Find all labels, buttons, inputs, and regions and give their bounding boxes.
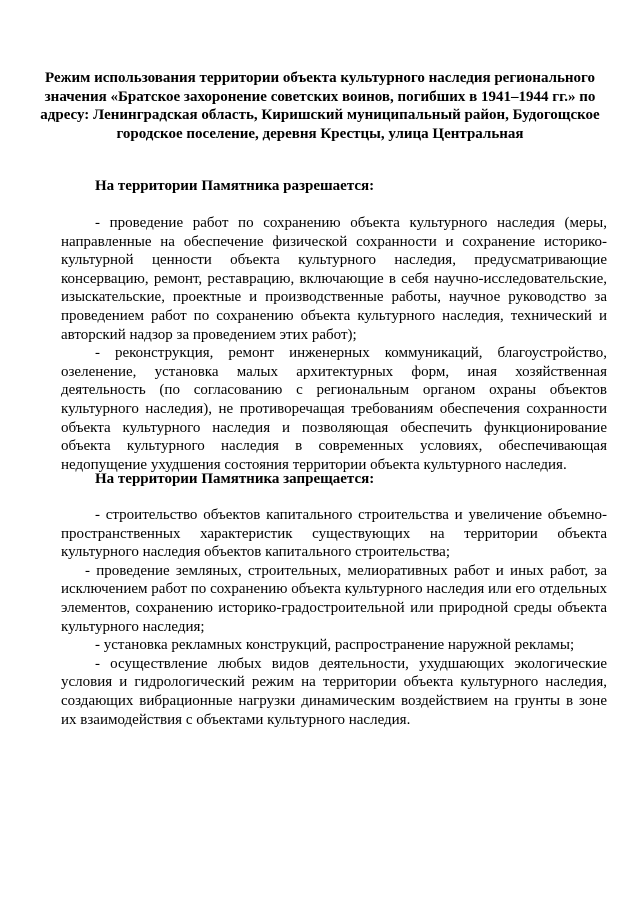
forbidden-heading: На территории Памятника запрещается: — [95, 471, 375, 487]
allowed-list — [61, 214, 607, 474]
allowed-item-1: - проведение работ по сохранению объекта культурного наследия (меры, направленные на обеспечение физической сохранности и сохранение историко-культурной ценности объекта культурного наследия, предусматривающие консервацию, ремонт, реставрацию, включающие в себя научно-исследовательские, изыскательские, проектные и производственные работы, научное руководство за проведением работ по сохранению объекта культурного наследия, технический и авторский надзор за проведением этих работ); — [61, 215, 607, 343]
document-title: Режим использования территории объекта культурного наследия регионального значения «Братское захоронение советских воинов, погибших в 1941–1944 гг.» по адресу: Ленинградская область, Киришский муниципальный район, Будогощское городское поселение, деревня Крестцы, улица Центральная — [40, 70, 600, 142]
forbidden-item-2: - проведение земляных, строительных, мелиоративных работ и иных работ, за исключением работ по сохранению объекта культурного наследия или его отдельных элементов, сохранению историко-градостроительной или природной среды объекта культурного наследия; — [61, 562, 607, 635]
forbidden-item-3: - установка рекламных конструкций, распространение наружной рекламы; — [95, 637, 575, 654]
allowed-item-2: - реконструкция, ремонт инженерных коммуникаций, благоустройство, озеленение, установка малых архитектурных форм, иная хозяйственная деятельность (по согласованию с региональным органом охраны объектов культурного наследия), не противоречащая требованиям обеспечения сохранности объекта культурного наследия и позволяющая обеспечить функционирование объекта культурного наследия в современных условиях, обеспечивающая недопущение ухудшения состояния территории объекта культурного наследия. — [61, 345, 607, 473]
forbidden-item-1: - строительство объектов капитального строительства и увеличение объемно-пространственных характеристик существующих на территории объекта культурного наследия объектов капитального строительства; — [61, 507, 607, 561]
forbidden-item-4: - осуществление любых видов деятельности, ухудшающих экологические условия и гидрологический режим на территории объекта культурного наследия, создающих вибрационные нагрузки динамическим воздействием на грунты в зоне их взаимодействия с объектами культурного наследия. — [61, 655, 607, 728]
allowed-heading: На территории Памятника разрешается: — [95, 178, 375, 194]
forbidden-list — [61, 506, 607, 729]
